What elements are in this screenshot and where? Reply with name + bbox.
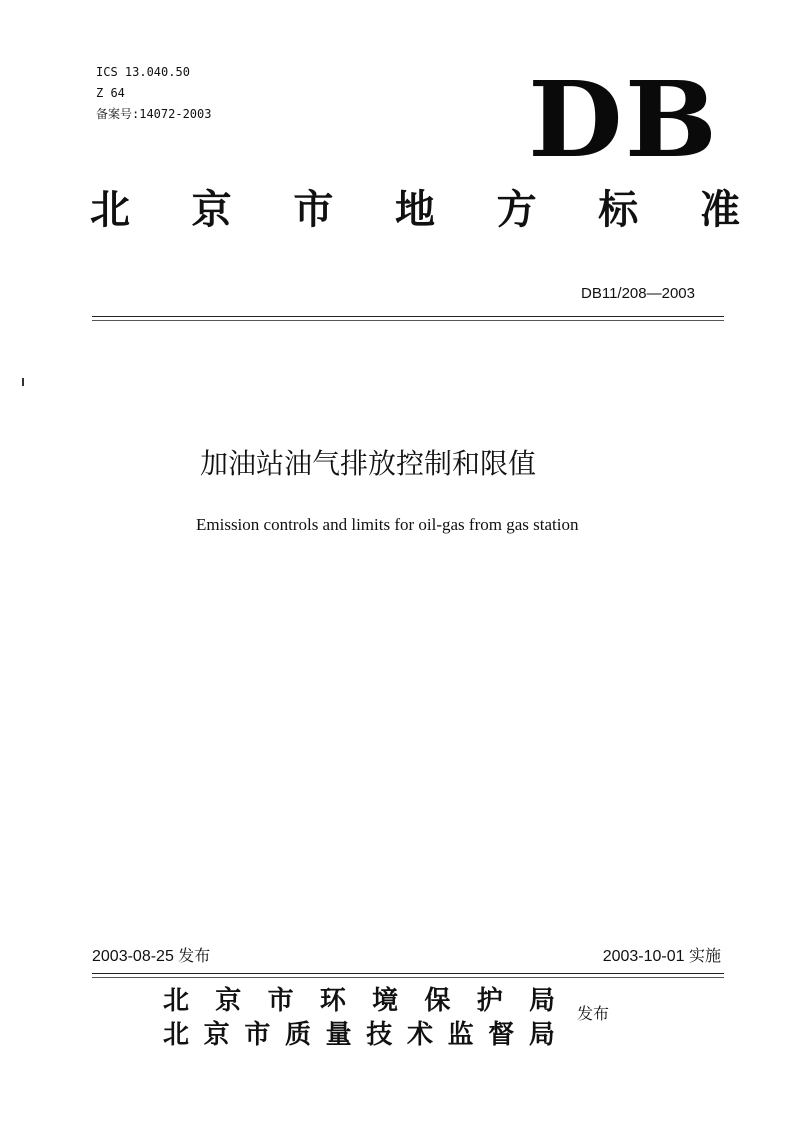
standard-title-char: 京 xyxy=(191,187,232,233)
issuer-quality-bureau xyxy=(163,1018,555,1052)
document-title-chinese: 加油站油气排放控制和限值 xyxy=(200,447,537,480)
issuer-char: 护 xyxy=(476,986,503,1016)
standard-title-char: 标 xyxy=(598,187,639,233)
issuer-char: 环 xyxy=(319,986,346,1016)
standard-title-char: 方 xyxy=(496,187,537,233)
issuer-char: 量 xyxy=(325,1020,352,1050)
record-number: 备案号:14072-2003 xyxy=(96,107,212,121)
issuer-char: 技 xyxy=(366,1020,393,1050)
issuer-char: 市 xyxy=(267,986,294,1016)
issue-date: 2003-08-25 发布 xyxy=(92,948,211,965)
standard-title-char: 准 xyxy=(699,187,740,233)
footer-divider xyxy=(92,973,724,974)
standard-title-char: 地 xyxy=(394,187,435,233)
publish-label: 发布 xyxy=(577,1004,610,1023)
standard-type-title xyxy=(90,180,740,240)
issuer-char: 北 xyxy=(163,1020,190,1050)
standard-title-char: 市 xyxy=(293,187,334,233)
standard-metadata xyxy=(96,62,211,125)
standard-title-char: 北 xyxy=(90,187,130,233)
issuer-char: 监 xyxy=(447,1020,474,1050)
header-divider-secondary xyxy=(92,320,724,321)
issuer-char: 保 xyxy=(424,986,451,1016)
issuer-char: 京 xyxy=(215,986,242,1016)
footer-divider-secondary xyxy=(92,977,724,978)
issuer-char: 质 xyxy=(284,1020,311,1050)
issuer-char: 局 xyxy=(528,986,555,1016)
issuer-char: 市 xyxy=(244,1020,271,1050)
issuer-char: 京 xyxy=(203,1020,230,1050)
implementation-date: 2003-10-01 实施 xyxy=(602,948,721,965)
issuer-environment-bureau xyxy=(163,984,555,1018)
issuer-char: 局 xyxy=(528,1020,555,1050)
issuer-char: 北 xyxy=(163,986,190,1016)
standard-number: DB11/208—2003 xyxy=(581,285,695,302)
scan-mark xyxy=(22,378,24,386)
ics-code: ICS 13.040.50 xyxy=(96,65,190,79)
category-code: Z 64 xyxy=(96,86,125,100)
db-logo: DB xyxy=(528,58,720,181)
document-title-english: Emission controls and limits for oil-gas from gas station xyxy=(196,515,579,534)
header-divider xyxy=(92,316,724,317)
issuer-char: 术 xyxy=(406,1020,433,1050)
issuer-char: 境 xyxy=(372,986,399,1016)
issuer-char: 督 xyxy=(488,1020,515,1050)
